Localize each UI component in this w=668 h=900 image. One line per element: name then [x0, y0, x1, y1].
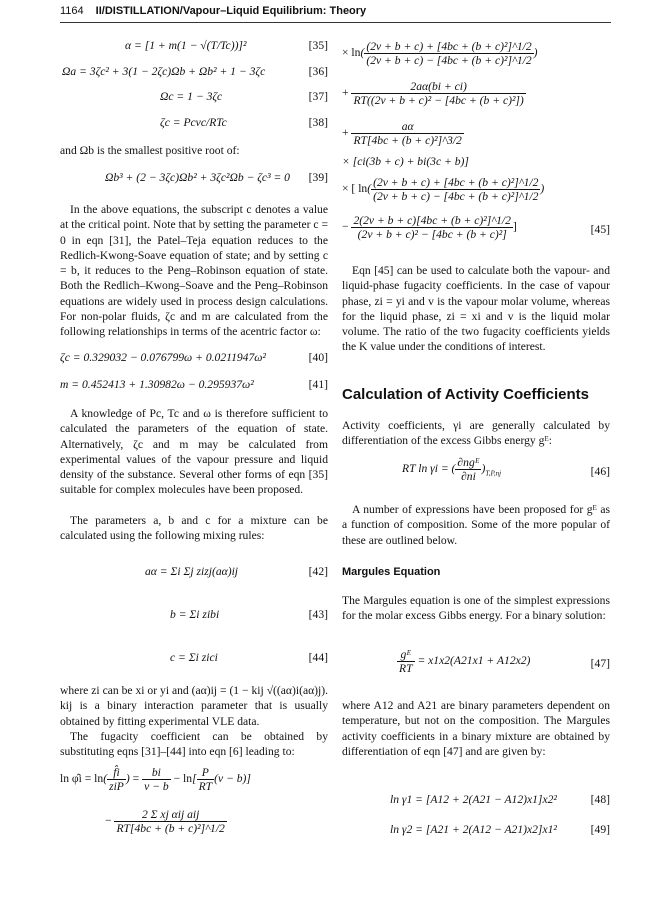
equation-45-line-1: ln φ̂i = ln( $\frac{f̂i}{\text{ziP}}$ ) = $\frac{bi}{v - b}$ − ln[ $\frac{P}{RT}$ (v − b)] [60, 766, 251, 793]
eq-number: [49] [590, 823, 610, 836]
equation-41: m = 0.452413 + 1.30982ω − 0.295937ω² [60, 378, 254, 391]
eq-number: [47] [590, 657, 610, 670]
paragraph: In the above equations, the subscript c denotes a value at the critical point. Note that by setting the parameter c = 0 in eqn [31], the Patel–Teja equation reduces to the Redlich-Kwong-Soave equation of state; and by setting c = b, it reduces to the Peng–Robinson equation of state. Both the Redlich–Kwong–Soave and the Peng–Robinson equations are widely used in process design calculations. For non-polar fluids, ζc and m are calculated from the following relationships in terms of the acentric factor ω: [60, 203, 328, 339]
equation-40: ζc = 0.329032 − 0.076799ω + 0.0211947ω² [60, 351, 266, 364]
eq-number: [45] [590, 223, 610, 236]
eq-number: [36] [308, 65, 328, 78]
paragraph: A knowledge of Pc, Tc and ω is therefore sufficient to calculated the parameters of the equation of state. Alternatively, ζc and m may be calculated from experimental values of the vapour pressure and liquid density of the substance. Several other forms of eqn [35] suitable for complex molecules have been proposed. [60, 407, 328, 497]
equation-45-line-6: × [ci(3b + c) + bi(3c + b)] [342, 155, 469, 168]
eq-number: [41] [308, 378, 328, 391]
paragraph: where A12 and A21 are binary parameters dependent on temperature, but not on the composition. The Margules activity coefficients in a binary mixture are obtained by differentiation of eqn [47] and are given by: [342, 699, 610, 758]
equation-39: Ωb³ + (2 − 3ζc)Ωb² + 3ζc²Ωb − ζc³ = 0 [105, 171, 290, 184]
equation-46: RT ln γi = ( $\frac{\text{∂ngᴱ}}{\partial ni}$ )$_{T,P,nj}$ [46] [402, 456, 610, 483]
paragraph: The fugacity coefficient can be obtained by substituting eqns [31]–[44] into eqn [6] leading to: [60, 730, 328, 759]
eq-number: [44] [308, 651, 328, 664]
running-title: II/DISTILLATION/Vapour–Liquid Equilibrium: Theory [95, 5, 367, 17]
equation-45-line-3: × ln( $\frac{\text{(2v + b + c) + [4bc + (b + c)²]\textasciicircum{}1/2}}{\text{(2v + b + c) − [4bc + (b + c)²]\textasciicircum{}1/2}}$ ) [342, 40, 538, 67]
paragraph: Activity coefficients, γi are generally calculated by differentiation of the excess Gibbs energy gᴱ: [342, 419, 610, 448]
equation-43: b = Σi zibi [170, 608, 220, 621]
equation-44: c = Σi zici [170, 651, 218, 664]
paragraph: Eqn [45] can be used to calculate both the vapour- and liquid-phase fugacity coefficients. In the case of vapour phase, zi = yi and v is the vapour molar volume, whereas for the liquid phase, zi = xi and v is the liquid molar volume. The ratio of the two fugacity coefficients yields the K value under the conditions of interest. [342, 264, 610, 354]
page-number: 1164 [60, 5, 84, 17]
subsection-heading: Margules Equation [342, 566, 441, 578]
equation-45-line-4: + $\frac{2a\alpha(bi + ci)}{\text{RT((2v + b + c)² − [4bc + (b + c)²])}}$ [342, 80, 524, 107]
eq-number: [39] [308, 171, 328, 184]
eq-number: [43] [308, 608, 328, 621]
paragraph: A number of expressions have been proposed for gᴱ as a function of composition. Some of the more popular of these are outlined below. [342, 503, 610, 547]
paragraph: where zi can be xi or yi and (aα)ij = (1 − kij √((aα)i(aα)j). kij is a binary interaction parameter that is usually obtained by fitting experimental VLE data. [60, 684, 328, 728]
equation-48: ln γ1 = [A12 + 2(A21 − A12)x1]x2² [390, 793, 557, 806]
equation-38: ζc = Pcvc/RTc [160, 116, 227, 129]
eq-number: [42] [308, 565, 328, 578]
left-column [60, 0, 328, 900]
paragraph: The parameters a, b and c for a mixture can be calculated using the following mixing rules: [60, 514, 328, 543]
equation-36: Ωa = 3ζc² + 3(1 − 2ζc)Ωb + Ωb² + 1 − 3ζc [62, 65, 266, 78]
equation-47: $\frac{\text{gᴱ}}{RT}$ = x1x2(A21x1 + A12x2) [47] [399, 648, 610, 675]
equation-49: ln γ2 = [A21 + 2(A12 − A21)x2]x1² [390, 823, 557, 836]
equation-35: α = [1 + m(1 − √(T/Tc))]² [125, 39, 247, 52]
eq-number: [38] [308, 116, 328, 129]
right-column [342, 0, 610, 900]
paragraph: The Margules equation is one of the simplest expressions for the molar excess Gibbs energy. For a binary solution: [342, 594, 610, 623]
eq-number: [40] [308, 351, 328, 364]
paragraph: and Ωb is the smallest positive root of: [60, 144, 240, 157]
section-heading: Calculation of Activity Coefficients [342, 386, 589, 403]
eq-number: [35] [308, 39, 328, 52]
equation-45-line-5: + $\frac{a\alpha}{\text{RT[4bc + (b + c)²]\textasciicircum{}3/2}}$ [342, 120, 462, 147]
equation-37: Ωc = 1 − 3ζc [160, 90, 223, 103]
equation-45-line-8: − $\frac{\text{2(2v + b + c)[4bc + (b + c)²]\textasciicircum{}1/2}}{\text{(2v + b + c)² − [4bc + (b + c)²]}}$ ] [45] [342, 214, 610, 241]
eq-number: [46] [590, 465, 610, 478]
eq-number: [37] [308, 90, 328, 103]
equation-42: aα = Σi Σj zizj(aα)ij [145, 565, 239, 578]
eq-number: [48] [590, 793, 610, 806]
equation-45-line-2: − $\frac{\text{2 Σ xj αij aij}}{\text{RT[4bc + (b + c)²]\textasciicircum{}1/2}}$ [105, 808, 225, 835]
equation-45-line-7: × [ ln( $\frac{\text{(2v + b + c) + [4bc + (b + c)²]\textasciicircum{}1/2}}{\text{(2v + b + c) − [4bc + (b + c)²]\textasciicircum{}1/2}}$ ) [342, 176, 545, 203]
